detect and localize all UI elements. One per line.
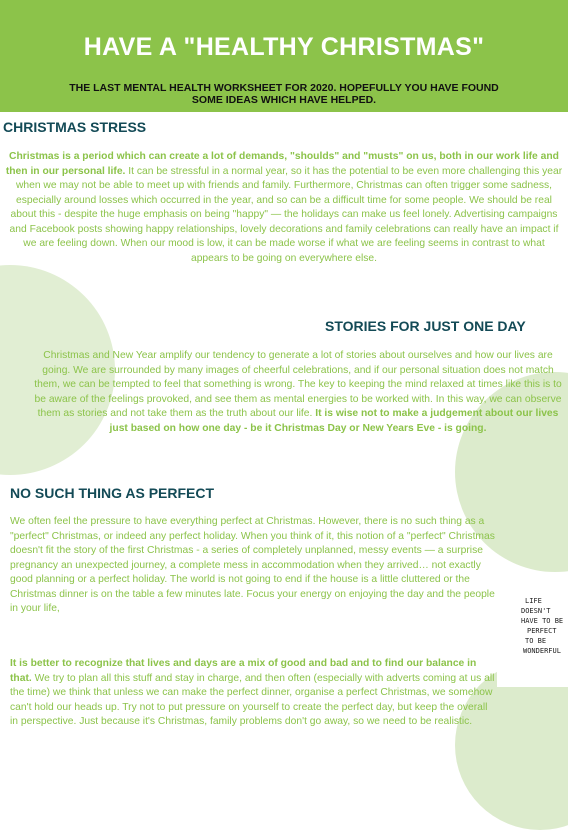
paragraph-perfect-2-bold: It is better to recognize that lives and days are a mix of good and bad and to find our balance in that.	[10, 658, 477, 684]
header-banner	[0, 0, 568, 112]
quote-line-2: DOESN'T	[521, 607, 551, 615]
section-heading-christmas-stress: CHRISTMAS STRESS	[3, 119, 147, 135]
quote-line-6: WONDERFUL	[523, 647, 561, 655]
paragraph-perfect-2	[10, 657, 496, 730]
section-heading-stories: STORIES FOR JUST ONE DAY	[325, 318, 526, 334]
subtitle-line-2: SOME IDEAS WHICH HAVE HELPED.	[191, 94, 377, 106]
quote-line-5: TO BE	[525, 637, 547, 645]
paragraph-stories	[30, 349, 566, 436]
paragraph-perfect-2-body: We try to plan all this stuff and stay in charge, and then often (especially with adverts coming at us all the time) we think that unless we can make the perfect dinner, organise a perfect Christmas, we somehow can't hold our heads up. Try not to put pressure on yourself to create the perfect day, but keep the overall in perspective. Just because it's Christmas, family problems don't go away, so we need to be realistic.	[10, 672, 495, 727]
quote-line-1: LIFE	[525, 597, 542, 605]
quote-line-4: PERFECT	[527, 627, 557, 635]
paragraph-christmas-stress-body: It can be stressful in a normal year, so it has the potential to be even more challenging this year when we may not be able to meet up with friends and family. Furthermore, Christmas can often trigger some sadness, especially around losses which occurred in the year, and so can be a difficult time for some people. We should be real about this - despite the huge emphasis on being "happy" — the holidays can make us feel lonely. Advertising campaigns and Facebook posts showing happy relationships, lovely decorations and family celebrations can really have an impact if we are feeling down. When our mood is low, it can be made worse if what we are feeling seems in contrast to what appears to be going on everywhere else.	[9, 165, 563, 264]
quote-image	[497, 572, 568, 687]
paragraph-stories-body: Christmas and New Year amplify our tendency to generate a lot of stories about ourselves and how our lives are going. We are surrounded by many images of cheerful celebrations, and if our personal situation does not match them, we can be tempted to feel that something is wrong. The key to keeping the mind relaxed at times like this is to be aware of the feelings provoked, and see them as mental energies to be worked with. In this way, we can observe them as stories and not take them as the truth about our life.	[34, 350, 562, 419]
section-heading-perfect: NO SUCH THING AS PERFECT	[10, 485, 215, 501]
page-title: HAVE A "HEALTHY CHRISTMAS"	[83, 33, 485, 61]
quote-line-3: HAVE TO BE	[521, 617, 564, 625]
paragraph-christmas-stress	[4, 150, 564, 266]
subtitle-line-1: THE LAST MENTAL HEALTH WORKSHEET FOR 2020. HOPEFULLY YOU HAVE FOUND	[69, 82, 499, 94]
paragraph-perfect-1: We often feel the pressure to have everything perfect at Christmas. However, there is no such thing as a "perfect" Christmas, or indeed any perfect holiday. When you think of it, this notion of a "perfect" Christmas doesn't fit the story of the first Christmas - a series of completely unplanned, messy events — a surprise pregnancy an unexpected journey, a complete mess in accommodation when they arrived… not exactly good planning or a perfect holiday. The world is not going to end if the house is a little cluttered or the Christmas dinner is on the table a few minutes late. Focus your energy on enjoying the day and the people in your life,	[10, 516, 495, 614]
paragraph-stories-bold: It is wise not to make a judgement about our lives just based on how one day - be it Christmas Day or New Years Eve - is going.	[109, 408, 559, 434]
paragraph-christmas-stress-bold: Christmas is a period which can create a lot of demands, "shoulds" and "musts" on us, both in our work life and then in our personal life.	[5, 151, 559, 177]
page-subtitle	[20, 82, 548, 106]
